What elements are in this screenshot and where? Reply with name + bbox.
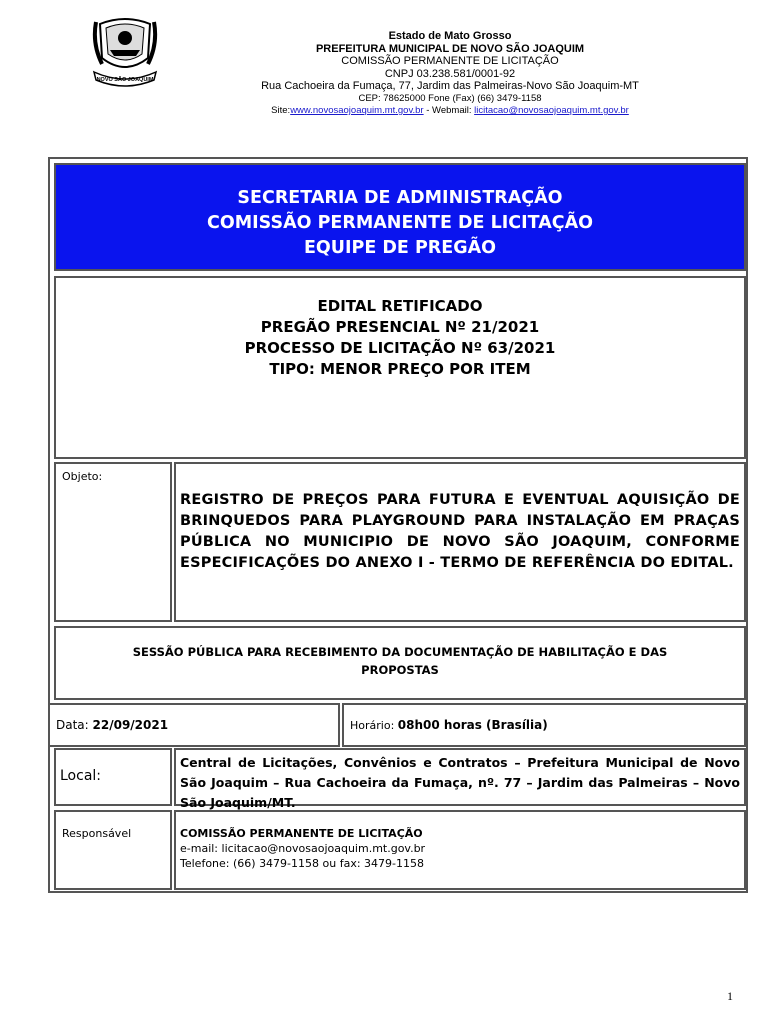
sessao-publica-box (54, 626, 746, 700)
horario-value: 08h00 horas (Brasília) (397, 718, 548, 732)
cep-phone: CEP: 78625000 Fone (Fax) (66) 3479-1158 (358, 92, 542, 104)
edital-line-1: EDITAL RETIFICADO (317, 297, 483, 315)
local-label-cell (54, 748, 172, 806)
site-webmail-line (150, 105, 750, 118)
responsavel-email: e-mail: licitacao@novosaojoaquim.mt.gov.br (180, 842, 426, 855)
letterhead (150, 30, 750, 118)
objeto-text: REGISTRO DE PREÇOS PARA FUTURA E EVENTUAL AQUISIÇÃO DE BRINQUEDOS PARA PLAYGROUND PARA INSTALAÇÃO EM PRAÇAS PÚBLICA NO MUNICIPIO DE NOVO SÃO JOAQUIM, CONFORME ESPECIFICAÇÕES DO ANEXO I - TERMO DE REFERÊNCIA DO EDITAL. (180, 492, 740, 571)
banner-line-1: SECRETARIA DE ADMINISTRAÇÃO (237, 188, 563, 208)
edital-line-3: PROCESSO DE LICITAÇÃO Nº 63/2021 (244, 339, 556, 357)
local-text: Central de Licitações, Convênios e Contratos – Prefeitura Municipal de Novo São Joaquim – Rua Cachoeira da Fumaça, nº. 77 – Jardim das Palmeiras – Novo São Joaquim/MT. (180, 755, 740, 810)
secretaria-banner (54, 163, 746, 271)
responsavel-line-1: COMISSÃO PERMANENTE DE LICITAÇÃO (180, 827, 423, 840)
sessao-line-2: PROPOSTAS (361, 663, 439, 677)
edital-line-4: TIPO: MENOR PREÇO POR ITEM (269, 360, 531, 378)
banner-line-2: COMISSÃO PERMANENTE DE LICITAÇÃO (207, 213, 593, 233)
edital-header-box (54, 276, 746, 459)
local-label: Local: (60, 768, 102, 784)
svg-text:NOVO SÃO JOAQUIM: NOVO SÃO JOAQUIM (96, 77, 154, 83)
municipal-coat-of-arms-logo (92, 14, 158, 92)
objeto-label-cell (54, 462, 172, 622)
horario-label: Horário: (350, 719, 398, 732)
edital-line-2: PREGÃO PRESENCIAL Nº 21/2021 (260, 318, 540, 336)
data-cell (48, 703, 340, 747)
responsavel-phone: Telefone: (66) 3479-1158 ou fax: 3479-1158 (180, 857, 424, 870)
horario-cell (342, 703, 746, 747)
prefeitura-name: PREFEITURA MUNICIPAL DE NOVO SÃO JOAQUIM (315, 42, 585, 55)
responsavel-text-cell (174, 810, 746, 890)
objeto-text-cell (174, 462, 746, 622)
webmail-link[interactable]: licitacao@novosaojoaquim.mt.gov.br (474, 105, 629, 116)
cnpj: CNPJ 03.238.581/0001-92 (384, 67, 516, 80)
objeto-label: Objeto: (62, 470, 103, 483)
responsavel-label: Responsável (62, 827, 132, 840)
banner-line-3: EQUIPE DE PREGÃO (303, 238, 497, 258)
page-number: 1 (727, 989, 733, 1003)
webmail-label: - Webmail: (423, 105, 475, 116)
data-label: Data: (56, 718, 93, 732)
data-value: 22/09/2021 (92, 718, 169, 732)
state-name: Estado de Mato Grosso (388, 30, 512, 42)
sessao-line-1: SESSÃO PÚBLICA PARA RECEBIMENTO DA DOCUMENTAÇÃO DE HABILITAÇÃO E DAS (132, 645, 668, 659)
responsavel-label-cell (54, 810, 172, 890)
comissao-name: COMISSÃO PERMANENTE DE LICITAÇÃO (341, 55, 559, 67)
address: Rua Cachoeira da Fumaça, 77, Jardim das Palmeiras-Novo São Joaquim-MT (261, 80, 639, 92)
site-label: Site: (271, 105, 291, 116)
local-text-cell (174, 748, 746, 810)
site-link[interactable]: www.novosaojoaquim.mt.gov.br (290, 105, 424, 116)
